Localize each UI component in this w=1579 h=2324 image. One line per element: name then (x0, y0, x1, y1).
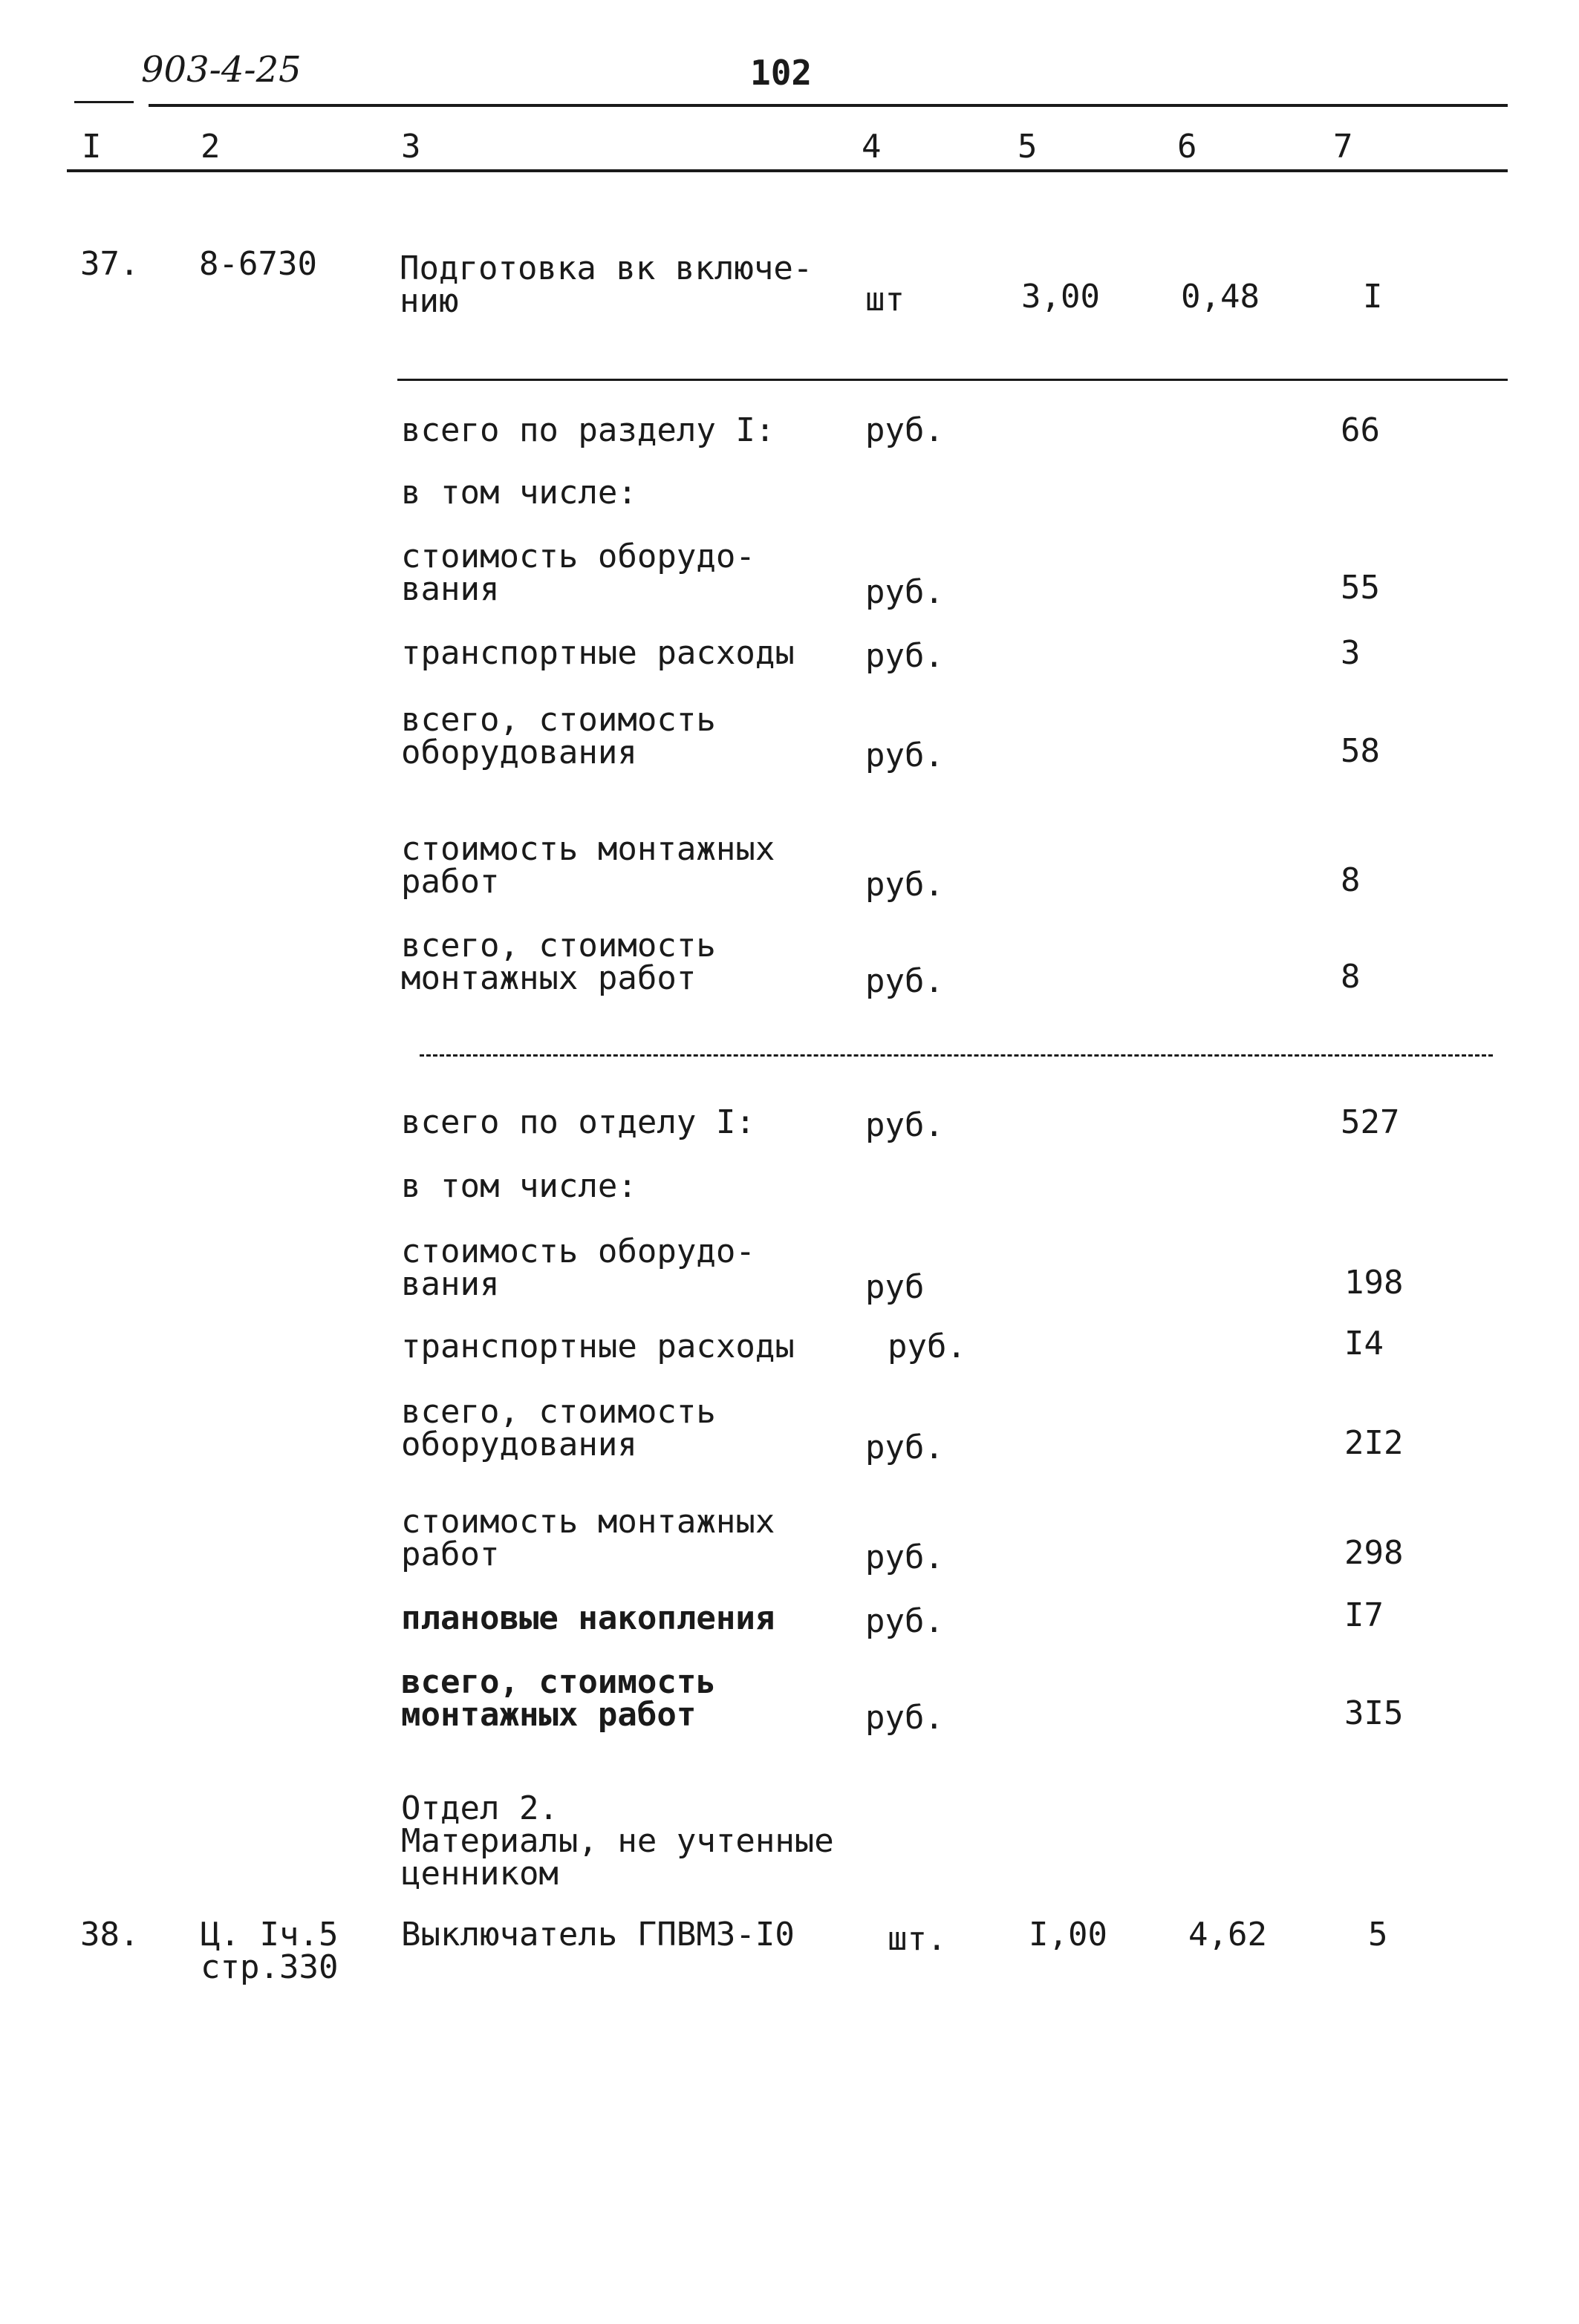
section-equip-total-label (401, 701, 716, 771)
department-savings-label: плановые накопления (401, 1599, 775, 1637)
department-total-unit: руб. (865, 1106, 944, 1144)
row-37-unit: шт (865, 281, 905, 319)
row-38-unit: шт. (888, 1920, 947, 1958)
department-install-total-line2: монтажных работ (401, 1696, 697, 1734)
department-equip-unit: руб (865, 1268, 925, 1306)
section-equip-value: 55 (1341, 569, 1380, 607)
department-equip-label (401, 1233, 755, 1303)
department-equip-total-unit: руб. (865, 1429, 944, 1466)
section-install-total-line1: всего, стоимость (401, 927, 716, 964)
department-total-label: всего по отделу I: (401, 1103, 755, 1141)
col-header-4: 4 (862, 128, 882, 166)
section-equip-total-line1: всего, стоимость (401, 701, 716, 739)
header-short-rule (74, 101, 134, 103)
section-install-label (401, 830, 775, 901)
section-divider (420, 1054, 1493, 1057)
section-install-unit: руб. (865, 866, 944, 904)
department-install-label (401, 1503, 775, 1573)
row-38-name: Выключатель ГПВМЗ-I0 (401, 1916, 795, 1953)
department-equip-line1: стоимость оборудо- (401, 1233, 755, 1270)
row-37-rule (397, 379, 1508, 381)
section-install-total-label (401, 927, 716, 997)
section-install-total-unit: руб. (865, 962, 944, 1000)
department-equip-value: 198 (1344, 1264, 1404, 1302)
section-transport-value: 3 (1341, 634, 1361, 672)
column-header-rule (67, 169, 1508, 172)
section-equip-total-line2: оборудования (401, 734, 637, 771)
department-equip-total-line2: оборудования (401, 1426, 637, 1463)
document-code: 903-4-25 (141, 49, 302, 91)
section-install-value: 8 (1341, 861, 1361, 899)
row-38-code-line2: стр.330 (201, 1948, 339, 1986)
row-38-code-line1: Ц. Iч.5 (201, 1916, 339, 1953)
department-install-total-unit: руб. (865, 1699, 944, 1737)
row-37-name-line2: нию (400, 282, 459, 320)
department-2-title: Отдел 2. (401, 1789, 559, 1827)
department-install-line1: стоимость монтажных (401, 1503, 775, 1541)
section-including: в том числе: (401, 474, 637, 512)
department-install-total-label (401, 1663, 716, 1734)
row-37-qty: 3,00 (1021, 278, 1100, 316)
department-savings-value: I7 (1344, 1596, 1384, 1634)
section-install-line1: стоимость монтажных (401, 830, 775, 868)
department-total-value: 527 (1341, 1103, 1400, 1141)
department-install-unit: руб. (865, 1538, 944, 1576)
col-header-3: 3 (401, 128, 421, 166)
department-savings-unit: руб. (865, 1602, 944, 1640)
department-equip-total-value: 2I2 (1344, 1424, 1404, 1462)
department-install-line2: работ (401, 1535, 500, 1573)
row-38-price: 4,62 (1188, 1916, 1267, 1953)
section-equip-total-unit: руб. (865, 737, 944, 774)
section-total-label: всего по разделу I: (401, 411, 775, 449)
section-total-value: 66 (1341, 411, 1380, 449)
department-transport-value: I4 (1344, 1325, 1384, 1362)
section-transport-label: транспортные расходы (401, 634, 795, 672)
col-header-7: 7 (1333, 128, 1353, 166)
section-install-total-line2: монтажных работ (401, 959, 697, 997)
col-header-2: 2 (201, 128, 221, 166)
col-header-6: 6 (1177, 128, 1197, 166)
department-equip-line2: вания (401, 1265, 500, 1303)
row-38-qty: I,00 (1029, 1916, 1107, 1953)
row-37-code: 8-6730 (199, 245, 317, 283)
department-transport-unit: руб. (888, 1328, 966, 1365)
row-38-total: 5 (1368, 1916, 1388, 1953)
department-install-total-line1: всего, стоимость (401, 1663, 716, 1701)
section-equip-unit: руб. (865, 573, 944, 611)
row-37-name-line1: Подготовка вк включе- (400, 249, 813, 287)
department-equip-total-line1: всего, стоимость (401, 1393, 716, 1431)
section-total-unit: руб. (865, 411, 944, 449)
row-37-price: 0,48 (1181, 278, 1260, 316)
section-equip-line2: вания (401, 570, 500, 608)
department-including: в том числе: (401, 1167, 637, 1205)
row-37-number: 37. (80, 245, 140, 283)
department-install-value: 298 (1344, 1534, 1404, 1572)
section-equip-total-value: 58 (1341, 732, 1380, 770)
department-2-subtitle-line1: Материалы, не учтенные (401, 1822, 834, 1860)
row-37-total: I (1363, 278, 1383, 316)
department-equip-total-label (401, 1393, 716, 1463)
col-header-1: I (82, 128, 102, 166)
row-38-code (201, 1916, 339, 1986)
row-37-name (400, 249, 813, 320)
section-install-line2: работ (401, 863, 500, 901)
col-header-5: 5 (1018, 128, 1038, 166)
department-2-heading (401, 1789, 834, 1893)
row-38-number: 38. (80, 1916, 140, 1953)
department-transport-label: транспортные расходы (401, 1328, 795, 1365)
department-install-total-value: 3I5 (1344, 1694, 1404, 1732)
section-transport-unit: руб. (865, 637, 944, 675)
header-rule (149, 104, 1508, 107)
section-equip-label (401, 538, 755, 608)
department-2-subtitle-line2: ценником (401, 1855, 559, 1893)
section-equip-line1: стоимость оборудо- (401, 538, 755, 575)
page-number: 102 (750, 53, 813, 93)
section-install-total-value: 8 (1341, 958, 1361, 996)
